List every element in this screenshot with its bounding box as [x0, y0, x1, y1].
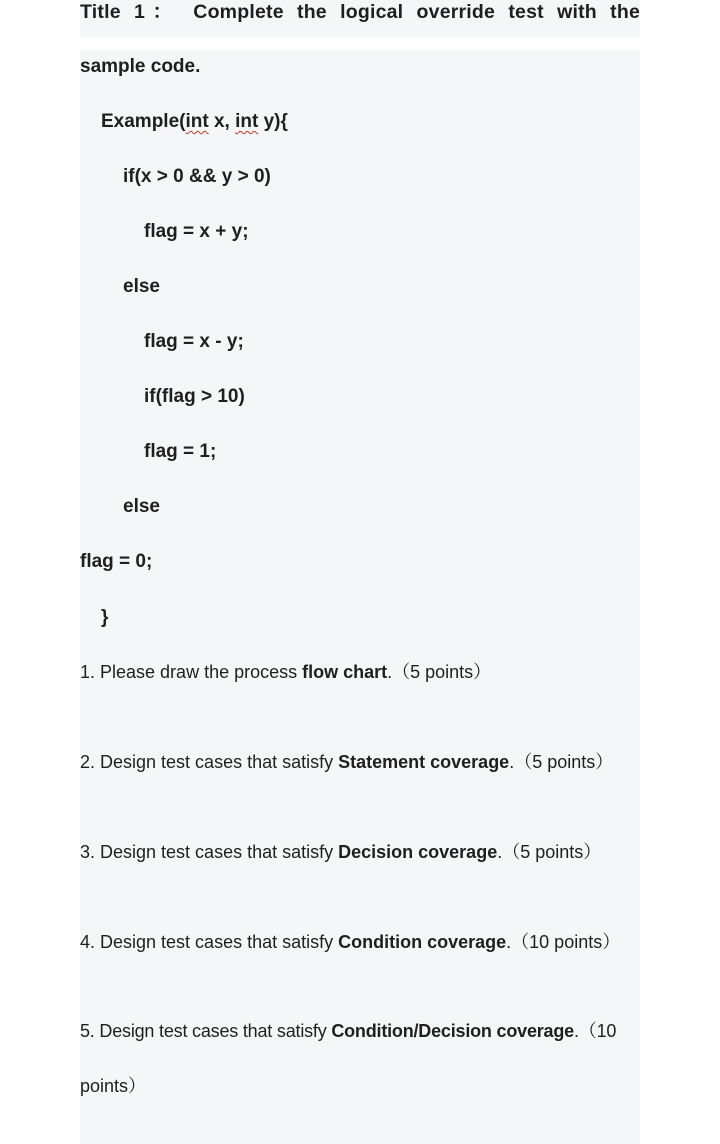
code-signature-prefix: Example( — [101, 111, 186, 132]
code-signature — [101, 110, 288, 134]
question-points: .（10 points） — [506, 932, 621, 952]
code-line: flag = x + y; — [144, 221, 249, 242]
question-5-continuation: points） — [80, 1076, 147, 1096]
question-text: 3. Design test cases that satisfy — [80, 842, 339, 862]
code-line: flag = 1; — [144, 441, 217, 462]
code-line: flag = x - y; — [144, 331, 244, 352]
title-line-1: Title 1： Complete the logical override test with the — [80, 1, 640, 23]
question-emphasis: Condition/Decision coverage — [331, 1021, 574, 1041]
question-text: 5. Design test cases that satisfy — [80, 1021, 332, 1041]
question-points: .（5 points） — [509, 752, 614, 772]
code-type-int-2: int — [235, 111, 259, 132]
question-text: 1. Please draw the process — [80, 662, 303, 682]
question-points: .（5 points） — [387, 662, 492, 682]
question-emphasis: Condition coverage — [338, 932, 507, 952]
code-signature-suffix: y){ — [258, 111, 288, 132]
question-text: 2. Design test cases that satisfy — [80, 752, 339, 772]
question-emphasis: Decision coverage — [338, 842, 498, 862]
question-points: .（10 — [573, 1021, 617, 1041]
content-background — [80, 50, 640, 1144]
code-type-int-1: int — [185, 111, 209, 132]
code-line: flag = 0; — [80, 551, 153, 572]
title-line-2: sample code. — [80, 56, 201, 77]
code-line: if(flag > 10) — [144, 386, 245, 407]
code-line: else — [123, 276, 160, 297]
question-1 — [80, 660, 491, 684]
question-4 — [80, 930, 620, 954]
code-closing-brace: } — [101, 607, 109, 628]
code-line: if(x > 0 && y > 0) — [123, 166, 271, 187]
question-2 — [80, 750, 613, 774]
question-3 — [80, 840, 601, 864]
question-emphasis: flow chart — [302, 662, 388, 682]
code-line: else — [123, 496, 160, 517]
question-emphasis: Statement coverage — [338, 752, 510, 772]
question-points: .（5 points） — [497, 842, 602, 862]
question-text: 4. Design test cases that satisfy — [80, 932, 339, 952]
code-signature-mid: x, — [208, 111, 236, 132]
question-5 — [80, 1019, 616, 1043]
